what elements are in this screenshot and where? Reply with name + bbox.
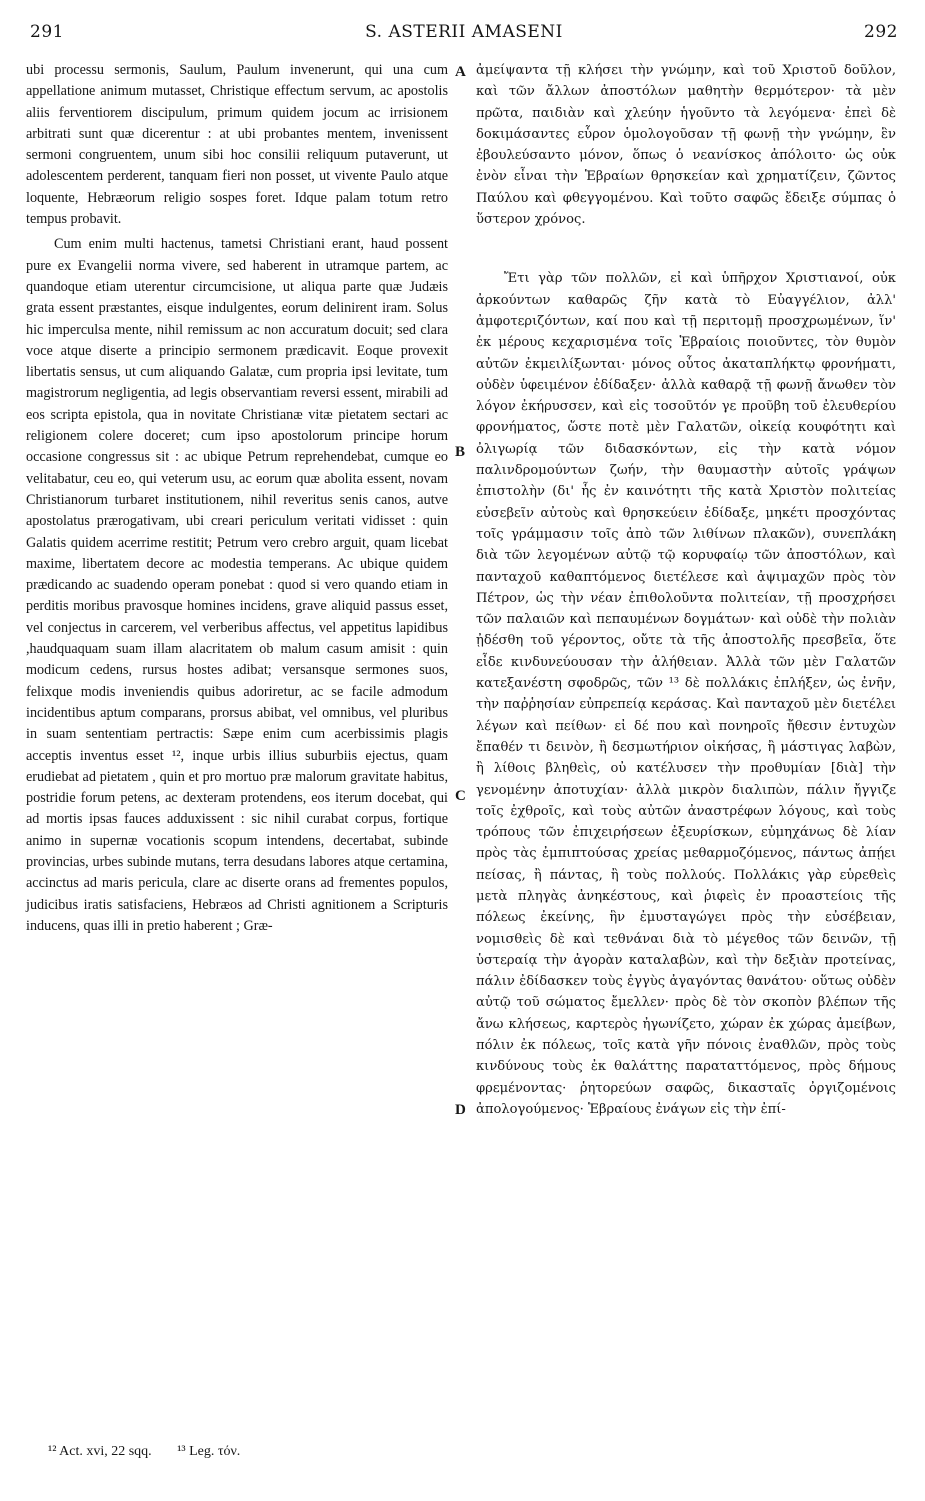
running-title: S. ASTERII AMASENI (365, 22, 563, 42)
greek-paragraph: ἀμείψαντα τῇ κλήσει τὴν γνώμην, καὶ τοῦ Χριστοῦ δοῦλον, καὶ τῶν ἄλλων ἀποστόλων μαθητὴν θερμότερον· τὰ μὲν πρῶτα, παιδιὰν καὶ χλεύην ἡγοῦντο τὰ λεγόμενα· ἐπεὶ δὲ δοκιμάσαντες εὗρον ὁμολογοῦσαν τῇ φωνῇ τὴν γνώμην, ἓν ἐβουλεύσαντο μόνον, ὅπως ὁ νεανίσκος ἀπόλοιτο· ὡς οὐκ ἐνὸν εἶναι τὴν Ἑβραίων θρησκείαν καὶ χρηματίζειν, ζῶντος Παύλου καὶ φθεγγομένου. Καὶ τοῦτο σαφῶς ἔδειξε σύμπας ὁ ὕστερον χρόνος. (476, 63, 896, 228)
latin-column (26, 60, 448, 937)
footnote: ¹³ Leg. τόν. (177, 1444, 241, 1459)
page-number-left: 291 (30, 22, 64, 42)
latin-paragraph: Cum enim multi hactenus, tametsi Christiani erant, haud possent pure ex Evangelii norma vivere, sed haberent in utramque partem, ac quandoque etiam uterentur circumcisione, ut aliqua parte quæ Judæis grata essent præstantes, eisque indulgentes, eorum delinirent iram. Solus hic imperculsa mente, nihil remissum ac non accuratum docuit; sed clara voce atque diserte a principio sermonem prædicavit. Eoque provexit libertatis sensus, ut cum aliquando Galatæ, cum propria ipsi levitate, tum magistrorum negligentia, ad legis observantiam reversi essent, mirabili ad eos scripta epistola, qua in novitate Christianæ vitæ pietatem sectari ac religionem colere doceret; cum ipso apostolorum principe horum occasione congressus sit : ac ubique Petrum reprehendebat, cumque eo velitabatur, ceu eo, qui veterum usu, ac eorum quæ abolita essent, novam Christianorum turbaret institutionem, nihil reveritus senis canos, autve apostolatus prærogativam, ubi creari periculum veritati vidisset : quin Galatis quidem acerrime restitit; Petrum vero crebro arguit, quam licebat maxime, libertatem decore ac modestia temperans. Ac ubique quidem prædicando ac suadendo operam ponebat : quod si vero quando etiam in perditis moribus pravosque homines incidens, grave aliquid passus esset, vel conjectus in carcerem, vel verberibus affectus, vel appetitus lapidibus ,haudquaquam suam illam alacritatem ob malum casum amisit : quin modicum cedens, rursus hostes adibat; versansque sermones suos, felixque modis inveniendis quibus adoriretur, ac se facile admodum incidentibus aptum comparans, prorsus abibat, vel omnibus, vel pluribus in suam sententiam pertractis: Sæpe enim cum acerbissimis plagis acceptis inventus esset ¹², inque urbis illius suburbiis ejectus, quam erudiebat ad pietatem , quin et pro mortuo præ malorum gravitate habitus, postridie forum petens, ac dexteram protendens, eos iterum docebat, qui ad mortis ipsas fauces adduxissent : sic nihil curabat corpus, fortique animo in supernæ vocationis scopum intendens, decertabat, subinde provincias, urbes subinde mutans, terra desudans labores atque certamina, accinctus ad maris pericula, clare ac diserte orans ad frementes populos, judicibus iratis satisfaciens, Hebræos ad Christi agnitionem a Scripturis inducens, quas illi in pretio haberent ; Græ- (26, 236, 448, 934)
page-number-right: 292 (864, 22, 898, 42)
greek-paragraph: Ἔτι γὰρ τῶν πολλῶν, εἰ καὶ ὑπῆρχον Χριστιανοί, οὐκ ἀρκούντων καθαρῶς ζῆν κατὰ τὸ Εὐαγγέλιον, ἀλλ' ἀμφοτεριζόντων, καί που καὶ τῇ περιτομῇ προσχρωμένων, ἵν' ἐκ μέρους κεχαρισμένα τοῖς Ἑβραίοις ποιοῦντες, τὸν θυμὸν αὐτῶν ἐκμειλίξωνται· μόνος οὗτος ἀκαταπλήκτῳ φρονήματι, οὐδὲν ὑφειμένον ἐδίδαξεν· ἀλλὰ καθαρᾷ τῇ φωνῇ ἄνωθεν τὸν λόγον ἐκήρυσσεν, καὶ εἰς τοσοῦτόν γε προῦβη τοῦ ἐλευθερίου φρονήματος, ὥστε ποτὲ μὲν Γαλατῶν, οἰκείᾳ κουφότητι καὶ ὀλιγωρίᾳ τῶν διδασκόντων, εἰς τὴν κατὰ νόμον παλινδρομούντων ζωήν, τὴν θαυμαστὴν αὐτοῖς γράψων ἐπιστολὴν (δι' ἧς ἐν καινότητι τῆς κατὰ Χριστὸν πολιτείας εὐσεβεῖν αὐτοὺς καὶ θρησκεύειν ἐδίδαξε, μηκέτι προσχόντας τοῖς γράμμασιν τοῖς ἀπὸ τῶν λιθίνων πλακῶν), συνεπλάκη διὰ τῶν λεγομένων αὐτῷ τῷ κορυφαίῳ τῶν ἀποστόλων, καὶ πανταχοῦ καθαπτόμενος διετέλεσε καὶ ἀψιμαχῶν πρὸς τὸν Πέτρον, ὡς τὴν νέαν ἐπιθολοῦντα πολιτείαν, τῇ προσχρήσει τῶν παλαιῶν καὶ πεπαυμένων δογμάτων· καὶ οὐδὲ τὴν πολιὰν ᾐδέσθη τοῦ γέροντος, οὔτε τὰ τῆς ἀποστολῆς πρεσβεῖα, ὅτε εἶδε κινδυνεύουσαν τὴν ἀλήθειαν. Ἀλλὰ τῶν μὲν Γαλατῶν κατεξανέστη σφοδρῶς, τῶν ¹³ δὲ πολλάκις ἐπλήξεν, ὡς ἐνῆν, τὴν παῤῥησίαν εὐπρεπείᾳ κεράσας. Καὶ πανταχοῦ μὲν διετέλει λέγων καὶ πείθων· εἰ δέ που καὶ πονηροῖς ἤθεσιν ἐντυχὼν ἔπαθέν τι δεινὸν, ἢ δεσμωτήριον οἰκήσας, ἢ μάστιγας λαβὼν, ἢ λίθοις βληθεὶς, οὐ κατέλυσεν τὴν προθυμίαν [διὰ] τὴν γενομένην ἀποτυχίαν· ἀλλὰ μικρὸν διαλιπὼν, πάλιν ἤγγιζε τοῖς ἐχθροῖς, καὶ τοὺς αὐτῶν ἀναστρέφων λόγους, καὶ τοὺς τρόπους τῶν ἐπιχειρήσεων ἐξευρίσκων, εὐμηχάνως δὲ λίαν πρὸς τὰς ἐμπιπτούσας χρείας μεθαρμοζόμενος, πάντως ἀπῄει πείσας, ἢ πάντας, ἢ τοὺς πολλούς. Πολλάκις γὰρ εὑρεθεὶς μετὰ πληγὰς ἀνηκέστους, καὶ ῥιφεὶς ἐν προαστείοις τῆς πόλεως ἐκείνης, ἣν ἐμυσταγώγει πρὸς τὴν εὐσέβειαν, νομισθεὶς δὲ καὶ τεθνάναι διὰ τὸ μέγεθος τῶν δεινῶν, τῇ ὑστεραίᾳ τὴν ἀγορὰν καταλαβὼν, καὶ τὴν δεξιὰν προτείνας, πάλιν ἐδίδασκεν τοὺς ἐγγὺς ἀγαγόντας θανάτου· οὕτως οὐδὲν αὐτῷ τοῦ σώματος ἔμελλεν· πρὸς δὲ τὸν σκοπὸν βλέπων τῆς ἄνω κλήσεως, καρτερὸς ἠγωνίζετο, χώραν ἐκ χώρας ἀμείβων, πόλιν ἐκ πόλεως, τοῖς κατὰ γῆν πόνοις ἐναθλῶν, πρὸς τοὺς κινδύνους τοὺς ἐκ θαλάττης παραταττόμενος, πρὸς δήμους φρεμένοντας· ῥητορεύων σαφῶς, δικασταῖς ὀργιζομένοις ἀπολογούμενος· Ἑβραίους ἐνάγων εἰς τὴν ἐπί- (476, 271, 896, 1117)
section-marker-c: C (455, 788, 466, 804)
section-marker-b: B (455, 444, 466, 460)
footnote: ¹² Act. xvi, 22 sqq. (48, 1444, 152, 1459)
greek-column (476, 60, 896, 1120)
section-marker-d: D (455, 1102, 466, 1118)
section-marker-a: A (455, 64, 466, 80)
latin-paragraph: ubi processu sermonis, Saulum, Paulum invenerunt, qui una cum appellatione animum mutasset, Christique effectum servum, ac apostolis aliis ferventiorem discipulum, primum quidem jocum ac irrisionem arbitrati sunt quæ dicerentur : at ubi probantes mentem, invenissent sermoni congruentem, unum sibi hoc consilii reliquum putaverunt, ut adolescentem perderent, tanquam fieri non posset, ut vivente Paulo atque loquente, Hebræorum religio sospes foret. Idque palam totum retro tempus probavit. (26, 62, 448, 228)
running-header (30, 22, 898, 52)
footnotes (48, 1444, 262, 1460)
